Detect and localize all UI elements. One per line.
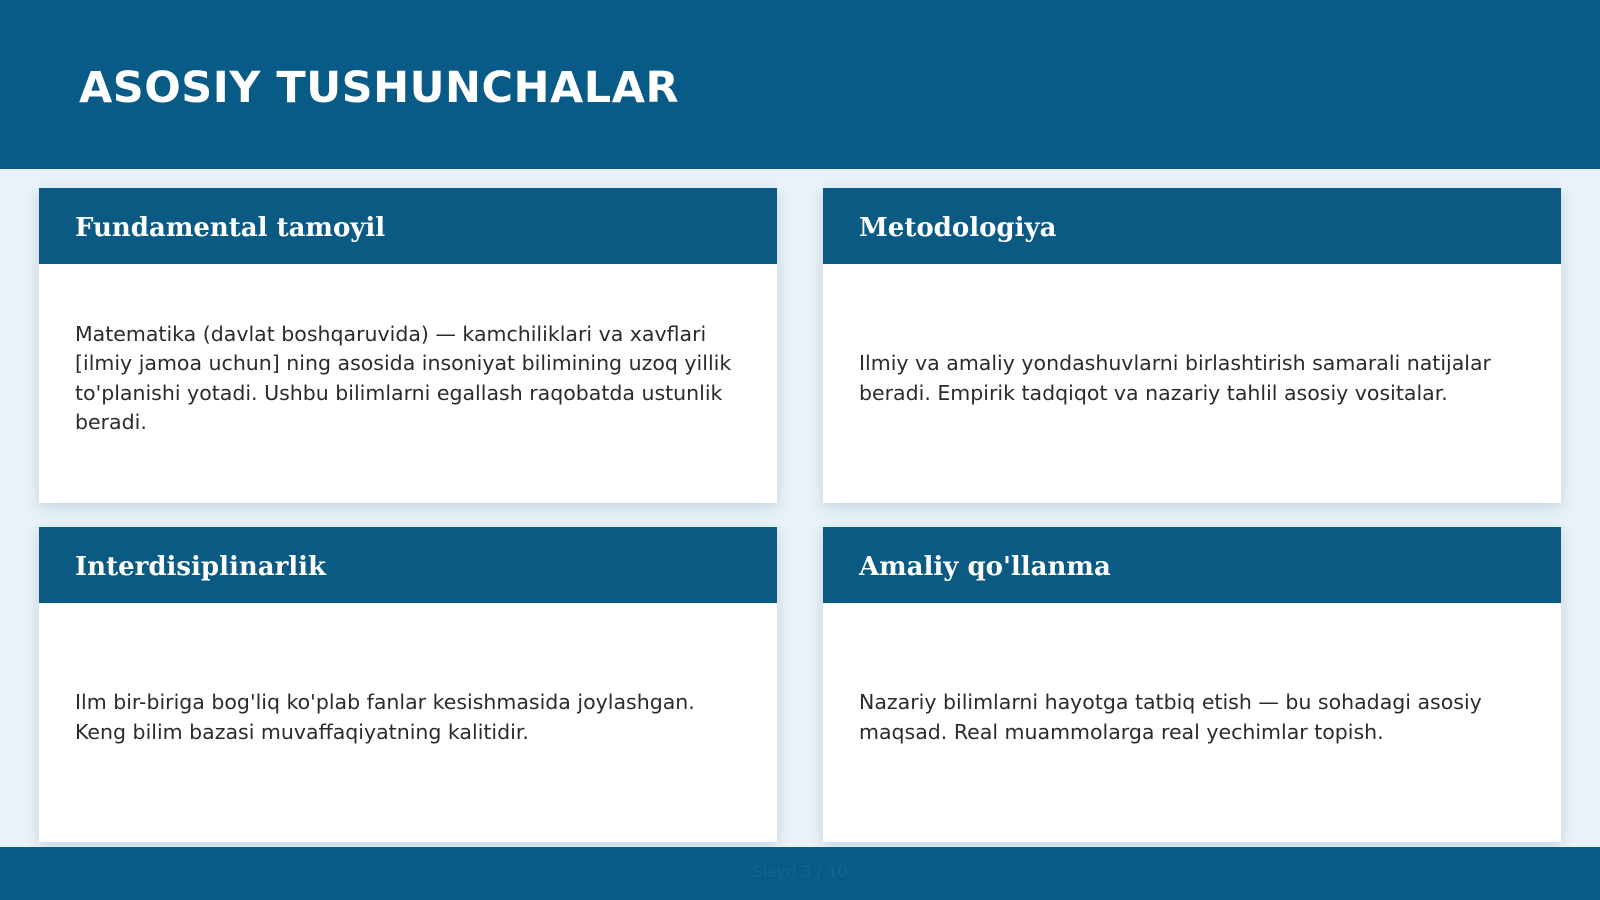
card-text: Matematika (davlat boshqaruvida) — kamchiliklari va xavflari [ilmiy jamoa uchun] ning asosida insoniyat bilimining uzoq yillik to'planishi yotadi. Ushbu bilimlarni egallash raqobatda ustunlik beradi. xyxy=(75,321,732,434)
card-header xyxy=(39,527,777,603)
card-text: Ilm bir-biriga bog'liq ko'plab fanlar kesishmasida joylashgan. Keng bilim bazasi muvaffaqiyatning kalitidir. xyxy=(75,690,695,744)
card-title: Amaliy qo'llanma xyxy=(859,552,1111,582)
card-header xyxy=(823,527,1561,603)
card-title: Interdisiplinarlik xyxy=(75,552,327,582)
card-header xyxy=(823,188,1561,264)
slide-title: ASOSIY TUSHUNCHALAR xyxy=(79,63,680,113)
card-header xyxy=(39,188,777,264)
card-practical-application xyxy=(823,527,1561,842)
card-body xyxy=(39,264,777,503)
slide-number: Slayd 3 / 10 xyxy=(752,862,848,881)
card-methodology xyxy=(823,188,1561,503)
card-text: Nazariy bilimlarni hayotga tatbiq etish — bu sohadagi asosiy maqsad. Real muammolarga real yechimlar topish. xyxy=(859,690,1482,744)
card-body xyxy=(823,264,1561,503)
slide-footer xyxy=(0,847,1600,900)
card-text: Ilmiy va amaliy yondashuvlarni birlashtirish samarali natijalar beradi. Empirik tadqiqot va nazariy tahlil asosiy vositalar. xyxy=(859,351,1491,405)
slide-header xyxy=(0,0,1600,169)
card-title: Fundamental tamoyil xyxy=(75,213,386,243)
card-interdisciplinarity xyxy=(39,527,777,842)
card-fundamental-principle xyxy=(39,188,777,503)
card-body xyxy=(823,603,1561,842)
card-body xyxy=(39,603,777,842)
card-title: Metodologiya xyxy=(859,213,1057,243)
